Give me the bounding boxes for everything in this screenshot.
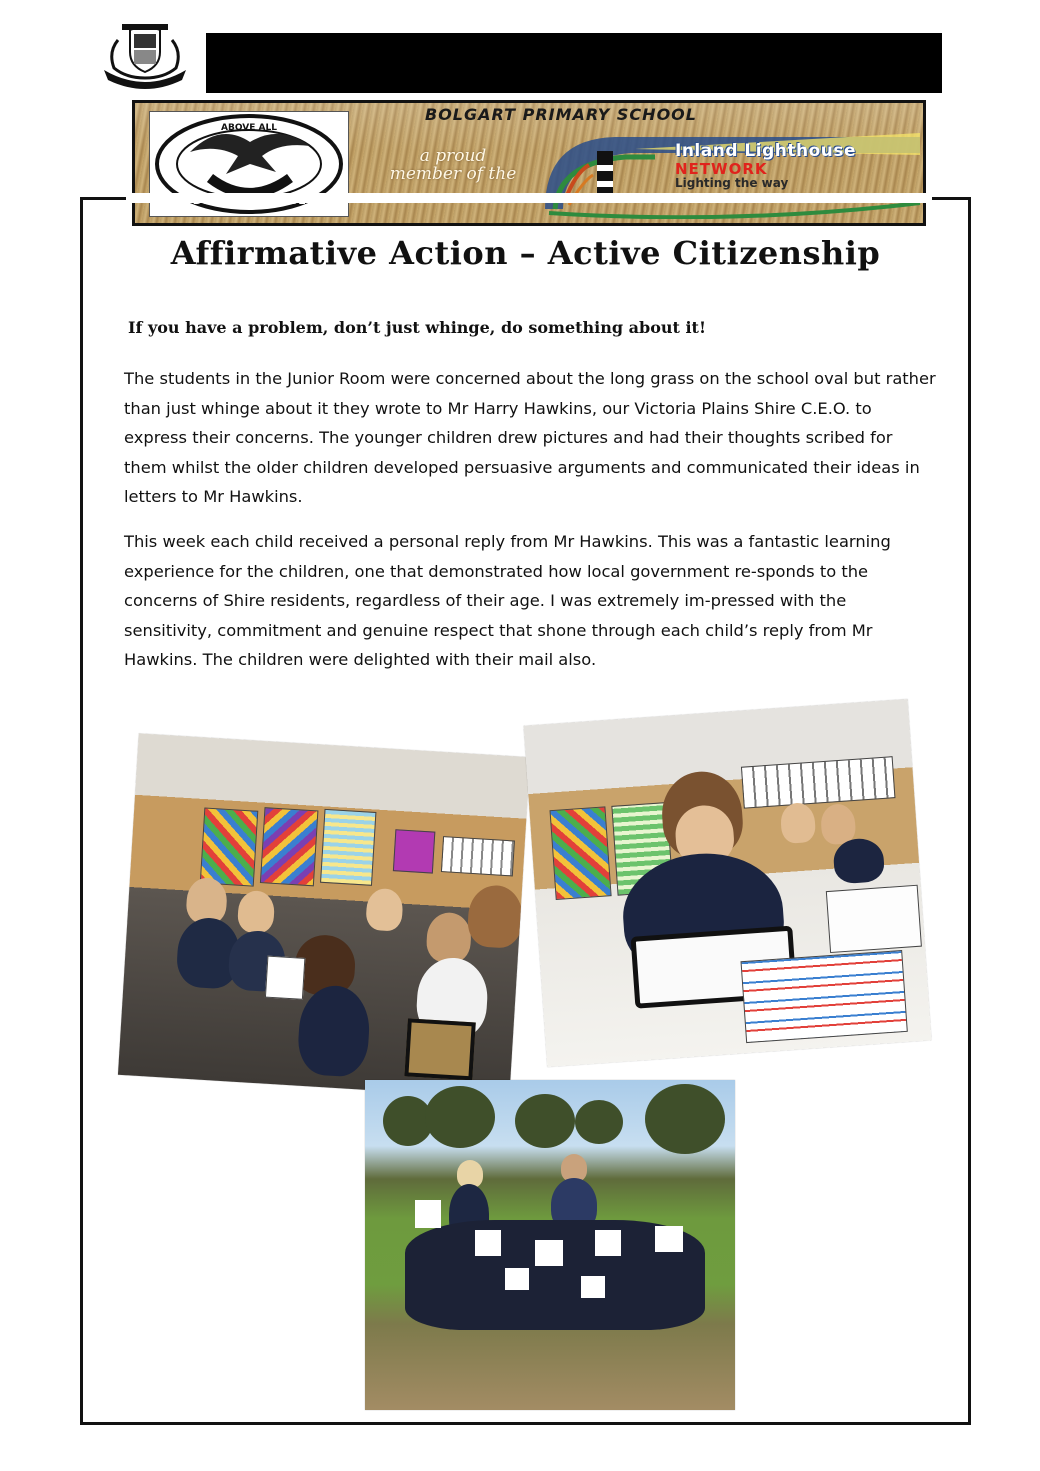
article-title: Affirmative Action – Active Citizenship — [170, 234, 881, 272]
header-black-bar — [206, 33, 942, 93]
banner-proud-member — [373, 147, 533, 183]
network-name-line1: Inland Lighthouse — [675, 141, 857, 161]
shire-crest-icon — [100, 22, 190, 94]
proud-line1: a proud — [419, 146, 487, 166]
frame-gap-under-banner — [126, 193, 932, 203]
network-tagline: Lighting the way — [675, 176, 789, 190]
article-subheading: If you have a problem, don’t just whinge, do something about it! — [128, 318, 706, 337]
photo-students-on-oval-with-letters — [365, 1080, 735, 1410]
banner-school-name: BOLGART PRIMARY SCHOOL — [425, 105, 697, 124]
network-name-line2: NETWORK — [675, 160, 768, 178]
photo-boy-reading-letter — [524, 699, 932, 1067]
article-paragraph-1: The students in the Junior Room were concerned about the long grass on the school oval but rather than just whinge about it they wrote to Mr Harry Hawkins, our Victoria Plains Shire C.E.O. to express their concerns. The younger children drew pictures and had their thoughts scribed for them whilst the older children developed persuasive arguments and communicated their ideas in letters to Mr Hawkins. — [124, 369, 936, 506]
article-paragraph-2: This week each child received a personal reply from Mr Hawkins. This was a fantastic learning experience for the children, one that demonstrated how local government re-sponds to the concerns of Shire residents, regardless of their age. I was extremely im-pressed with the sensitivity, commitment and genuine respect that shone through each child’s reply from Mr Hawkins. The children were delighted with their mail also. — [124, 532, 891, 669]
proud-line2: member of the — [389, 164, 517, 184]
photo-classroom-children-reading — [118, 733, 530, 1098]
logo-motto: ABOVE ALL — [221, 123, 277, 133]
